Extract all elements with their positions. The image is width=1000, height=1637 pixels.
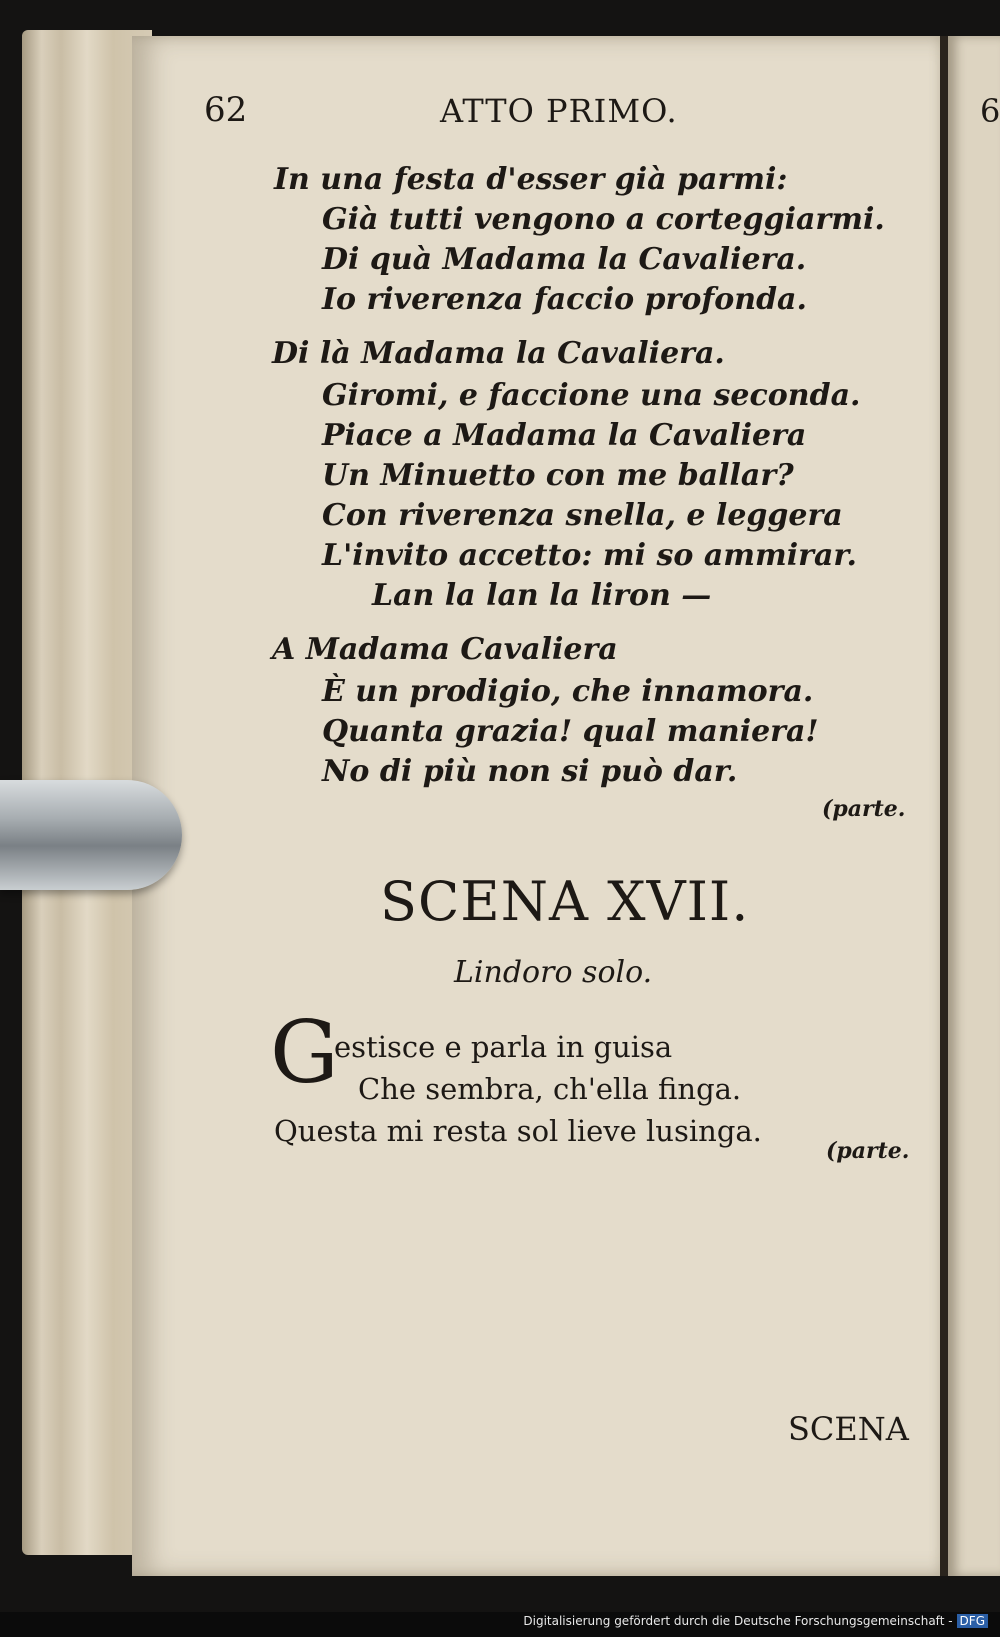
drop-cap: G	[270, 1003, 339, 1103]
facing-page-edge	[948, 36, 1000, 1576]
running-head: ATTO PRIMO.	[440, 92, 678, 130]
page-number: 62	[204, 90, 248, 130]
verse-line: Io riverenza faccio profonda.	[322, 282, 807, 317]
scene-line: Questa mi resta sol lieve lusinga.	[274, 1114, 762, 1148]
character-name: Lindoro solo.	[454, 955, 653, 990]
verse-line: In una festa d'esser già parmi:	[274, 162, 788, 197]
verse-line: Quanta grazia! qual maniera!	[322, 714, 819, 749]
scene-title: SCENA XVII.	[380, 870, 750, 933]
verse-line: No di più non si può dar.	[322, 754, 738, 789]
verse-line: Di là Madama la Cavaliera.	[272, 336, 725, 371]
verse-line: L'invito accetto: mi so ammirar.	[322, 538, 857, 573]
verse-line: È un prodigio, che innamora.	[322, 674, 814, 709]
scene-line: Che sembra, ch'ella finga.	[358, 1072, 742, 1106]
footer-credit	[523, 1614, 988, 1628]
verse-line: A Madama Cavaliera	[272, 632, 618, 667]
verse-line: Di quà Madama la Cavaliera.	[322, 242, 807, 277]
page-clip	[0, 780, 182, 890]
facing-page-number: 6	[980, 92, 1000, 130]
verse-line: Già tutti vengono a corteggiarmi.	[322, 202, 885, 237]
verse-line: Con riverenza snella, e leggera	[322, 498, 843, 533]
verse-line: Giromi, e faccione una seconda.	[322, 378, 861, 413]
verse-line: Un Minuetto con me ballar?	[322, 458, 794, 493]
verse-line: Lan la lan la liron —	[372, 578, 712, 613]
dfg-logo: DFG	[957, 1614, 988, 1628]
scene-line: estisce e parla in guisa	[334, 1030, 673, 1064]
catchword: SCENA	[788, 1410, 909, 1448]
stage-direction: (parte.	[822, 796, 906, 822]
stage-direction: (parte.	[826, 1138, 910, 1164]
verse-line: Piace a Madama la Cavaliera	[322, 418, 807, 453]
footer-text: Digitalisierung gefördert durch die Deutsche Forschungsgemeinschaft -	[523, 1614, 953, 1628]
